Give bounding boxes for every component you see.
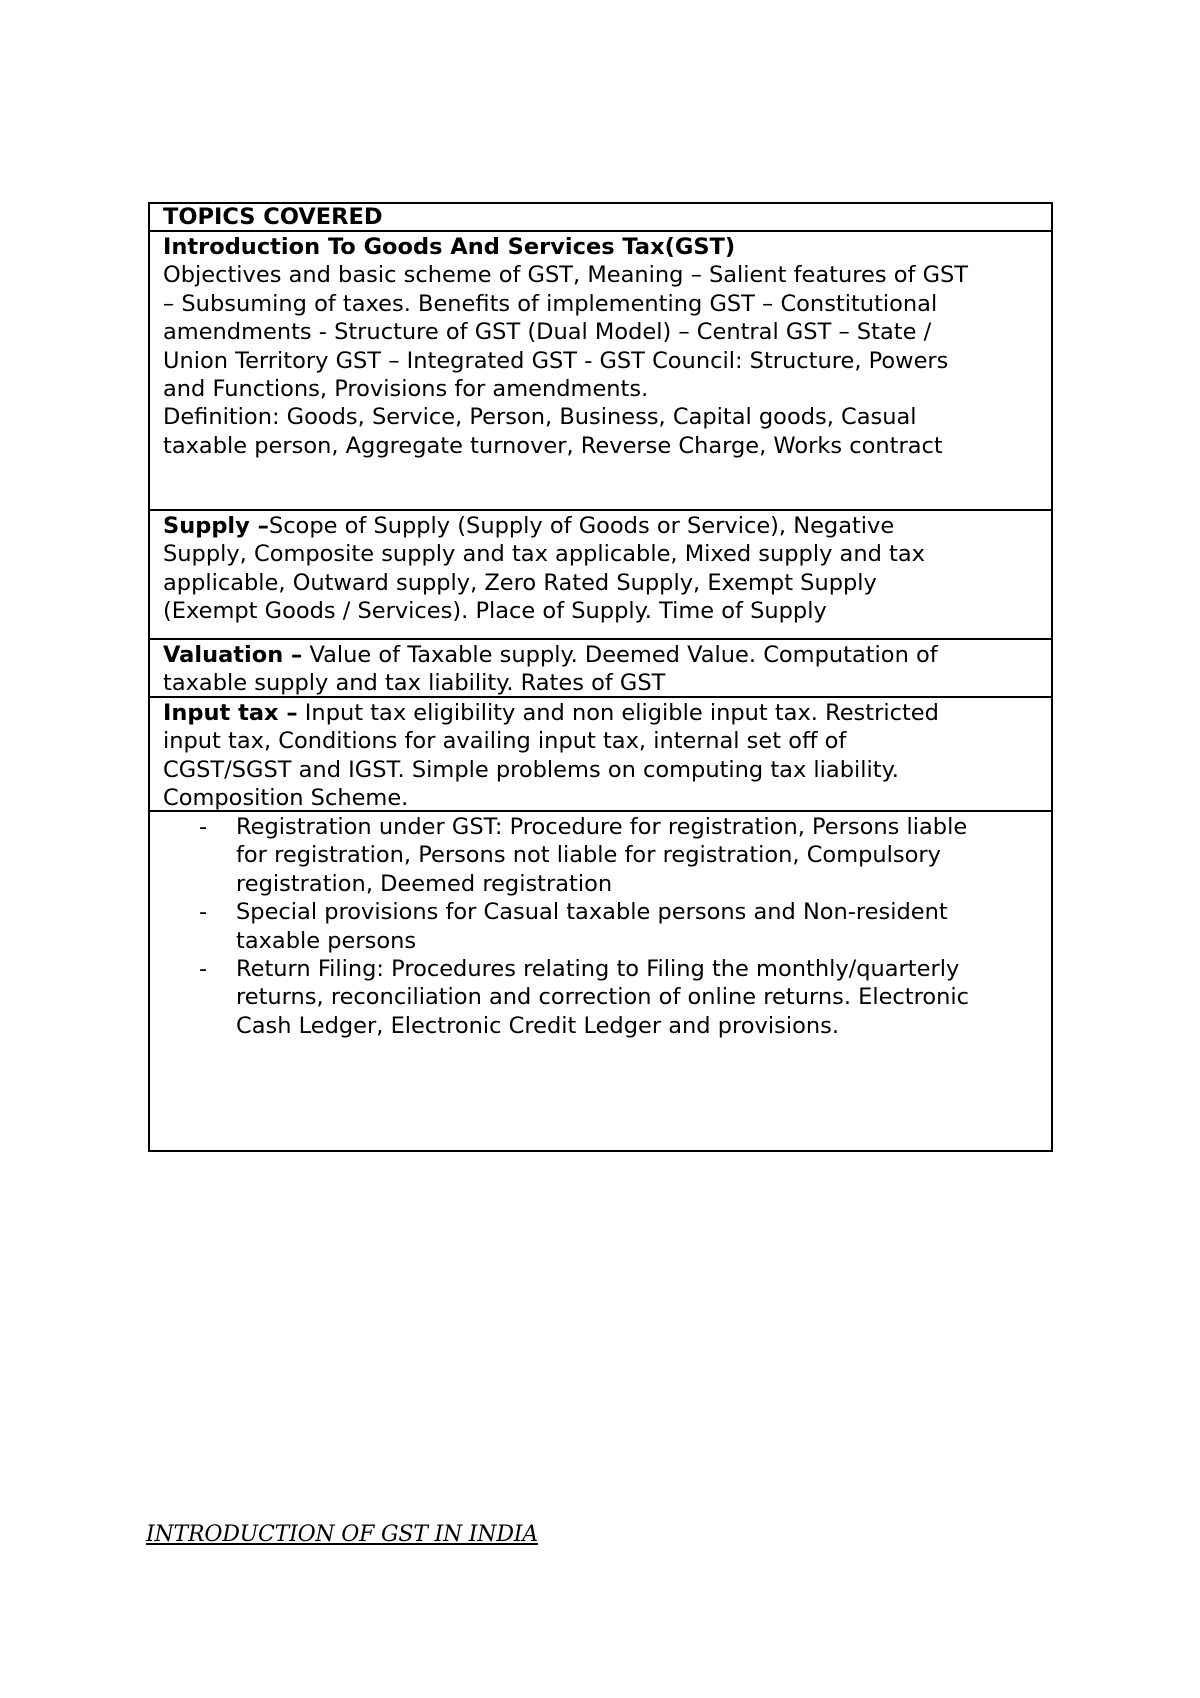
- supply-text-line: applicable, Outward supply, Zero Rated Supply, Exempt Supply: [163, 569, 877, 596]
- input-tax-text-line: Composition Scheme.: [163, 785, 409, 812]
- topics-table: [148, 202, 1053, 1152]
- topics-header-row: [150, 204, 1051, 230]
- bullet-text-line: registration, Deemed registration: [236, 870, 613, 897]
- bullet-text-line: Return Filing: Procedures relating to Filing the monthly/quarterly: [236, 956, 960, 983]
- supply-label: Supply –: [163, 513, 269, 539]
- intro-definition-line: taxable person, Aggregate turnover, Reverse Charge, Works contract: [163, 432, 943, 459]
- bullet-text-line: Registration under GST: Procedure for registration, Persons liable: [236, 814, 968, 840]
- intro-text-line: amendments - Structure of GST (Dual Model) – Central GST – State /: [163, 319, 932, 346]
- section-heading: INTRODUCTION OF GST IN INDIA: [146, 1522, 538, 1547]
- intro-text-line: – Subsuming of taxes. Benefits of implementing GST – Constitutional: [163, 290, 938, 317]
- input-tax-text-line: Input tax eligibility and non eligible input tax. Restricted: [297, 700, 939, 726]
- dash-bullet: -: [199, 814, 208, 840]
- bullet-text-line: Special provisions for Casual taxable persons and Non-resident: [236, 899, 948, 926]
- supply-text-line: Scope of Supply (Supply of Goods or Service), Negative: [268, 513, 895, 539]
- topics-bullet-list: [150, 813, 1041, 1040]
- supply-text-line: (Exempt Goods / Services). Place of Supply. Time of Supply: [163, 598, 827, 625]
- dash-bullet: -: [199, 956, 208, 983]
- valuation-text-line: Value of Taxable supply. Deemed Value. Computation of: [302, 642, 938, 668]
- bullet-item-return-filing: [150, 955, 1041, 1040]
- bullet-text-line: for registration, Persons not liable for registration, Compulsory: [236, 842, 941, 869]
- topics-header: TOPICS COVERED: [163, 204, 383, 230]
- dash-bullet: -: [199, 899, 208, 926]
- bullet-text-line: taxable persons: [236, 927, 417, 954]
- valuation-row: [150, 638, 1051, 696]
- valuation-label: Valuation –: [163, 642, 303, 668]
- intro-text-line: and Functions, Provisions for amendments.: [163, 376, 649, 403]
- input-tax-text-line: CGST/SGST and IGST. Simple problems on computing tax liability.: [163, 756, 899, 783]
- bullet-text-line: Cash Ledger, Electronic Credit Ledger and provisions.: [236, 1012, 839, 1039]
- input-tax-label: Input tax –: [163, 700, 298, 726]
- input-tax-row: [150, 696, 1051, 810]
- bullet-item-special-provisions: [150, 898, 1041, 955]
- intro-definition-line: Definition: Goods, Service, Person, Business, Capital goods, Casual: [163, 404, 917, 431]
- valuation-text-line: taxable supply and tax liability. Rates of GST: [163, 670, 666, 697]
- supply-row: [150, 509, 1051, 638]
- intro-row: [150, 230, 1051, 509]
- intro-title: Introduction To Goods And Services Tax(GST): [163, 234, 736, 260]
- intro-text-line: Objectives and basic scheme of GST, Meaning – Salient features of GST: [163, 262, 969, 289]
- bullet-text-line: returns, reconciliation and correction of online returns. Electronic: [236, 984, 970, 1011]
- bullet-item-registration: [150, 813, 1041, 898]
- intro-text-line: Union Territory GST – Integrated GST - GST Council: Structure, Powers: [163, 347, 949, 374]
- input-tax-text-line: input tax, Conditions for availing input tax, internal set off of: [163, 728, 847, 755]
- registration-row: [150, 810, 1051, 1150]
- supply-text-line: Supply, Composite supply and tax applicable, Mixed supply and tax: [163, 541, 925, 568]
